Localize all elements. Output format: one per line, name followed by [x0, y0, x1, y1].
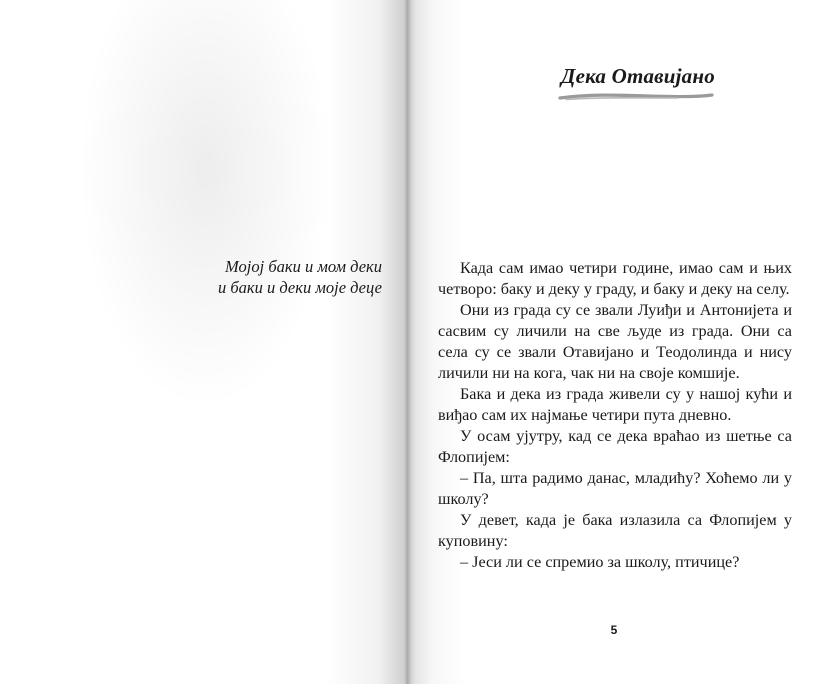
paragraph: Када сам имао четири године, имао сам и њих четворо: баку и деку у граду, и баку и деку на селу. — [438, 259, 792, 298]
paragraph: – Па, шта радимо данас, младићу? Хоћемо ли у школу? — [438, 469, 792, 508]
title-underline-swash — [558, 92, 714, 102]
page-number: 5 — [610, 623, 618, 637]
dedication — [218, 256, 382, 298]
dedication-line: и баки и деки моје деце — [217, 278, 382, 297]
right-page — [408, 0, 820, 684]
book-gutter-shadow — [404, 0, 412, 684]
chapter-body — [438, 258, 792, 573]
dedication-line: Мојој баки и мом деки — [225, 257, 382, 276]
chapter-title: Дека Отавијано — [561, 64, 715, 88]
paragraph: У девет, када је бака излазила са Флопијем у куповину: — [438, 511, 792, 550]
paragraph: – Јеси ли се спремио за школу, птичице? — [460, 553, 740, 571]
paragraph: Они из града су се звали Луиђи и Антонијета и сасвим су личили на све људе из града. Они са села су се звали Отавијано и Теодолинда и нису личили ни на кога, чак ни на своје комшије. — [438, 301, 792, 382]
left-page — [0, 0, 408, 684]
paragraph: Бака и дека из града живели су у нашој кући и виђао сам их најмање четири пута дневно. — [438, 385, 792, 424]
paragraph: У осам ујутру, кад се дека враћао из шетње са Флопијем: — [438, 427, 792, 466]
